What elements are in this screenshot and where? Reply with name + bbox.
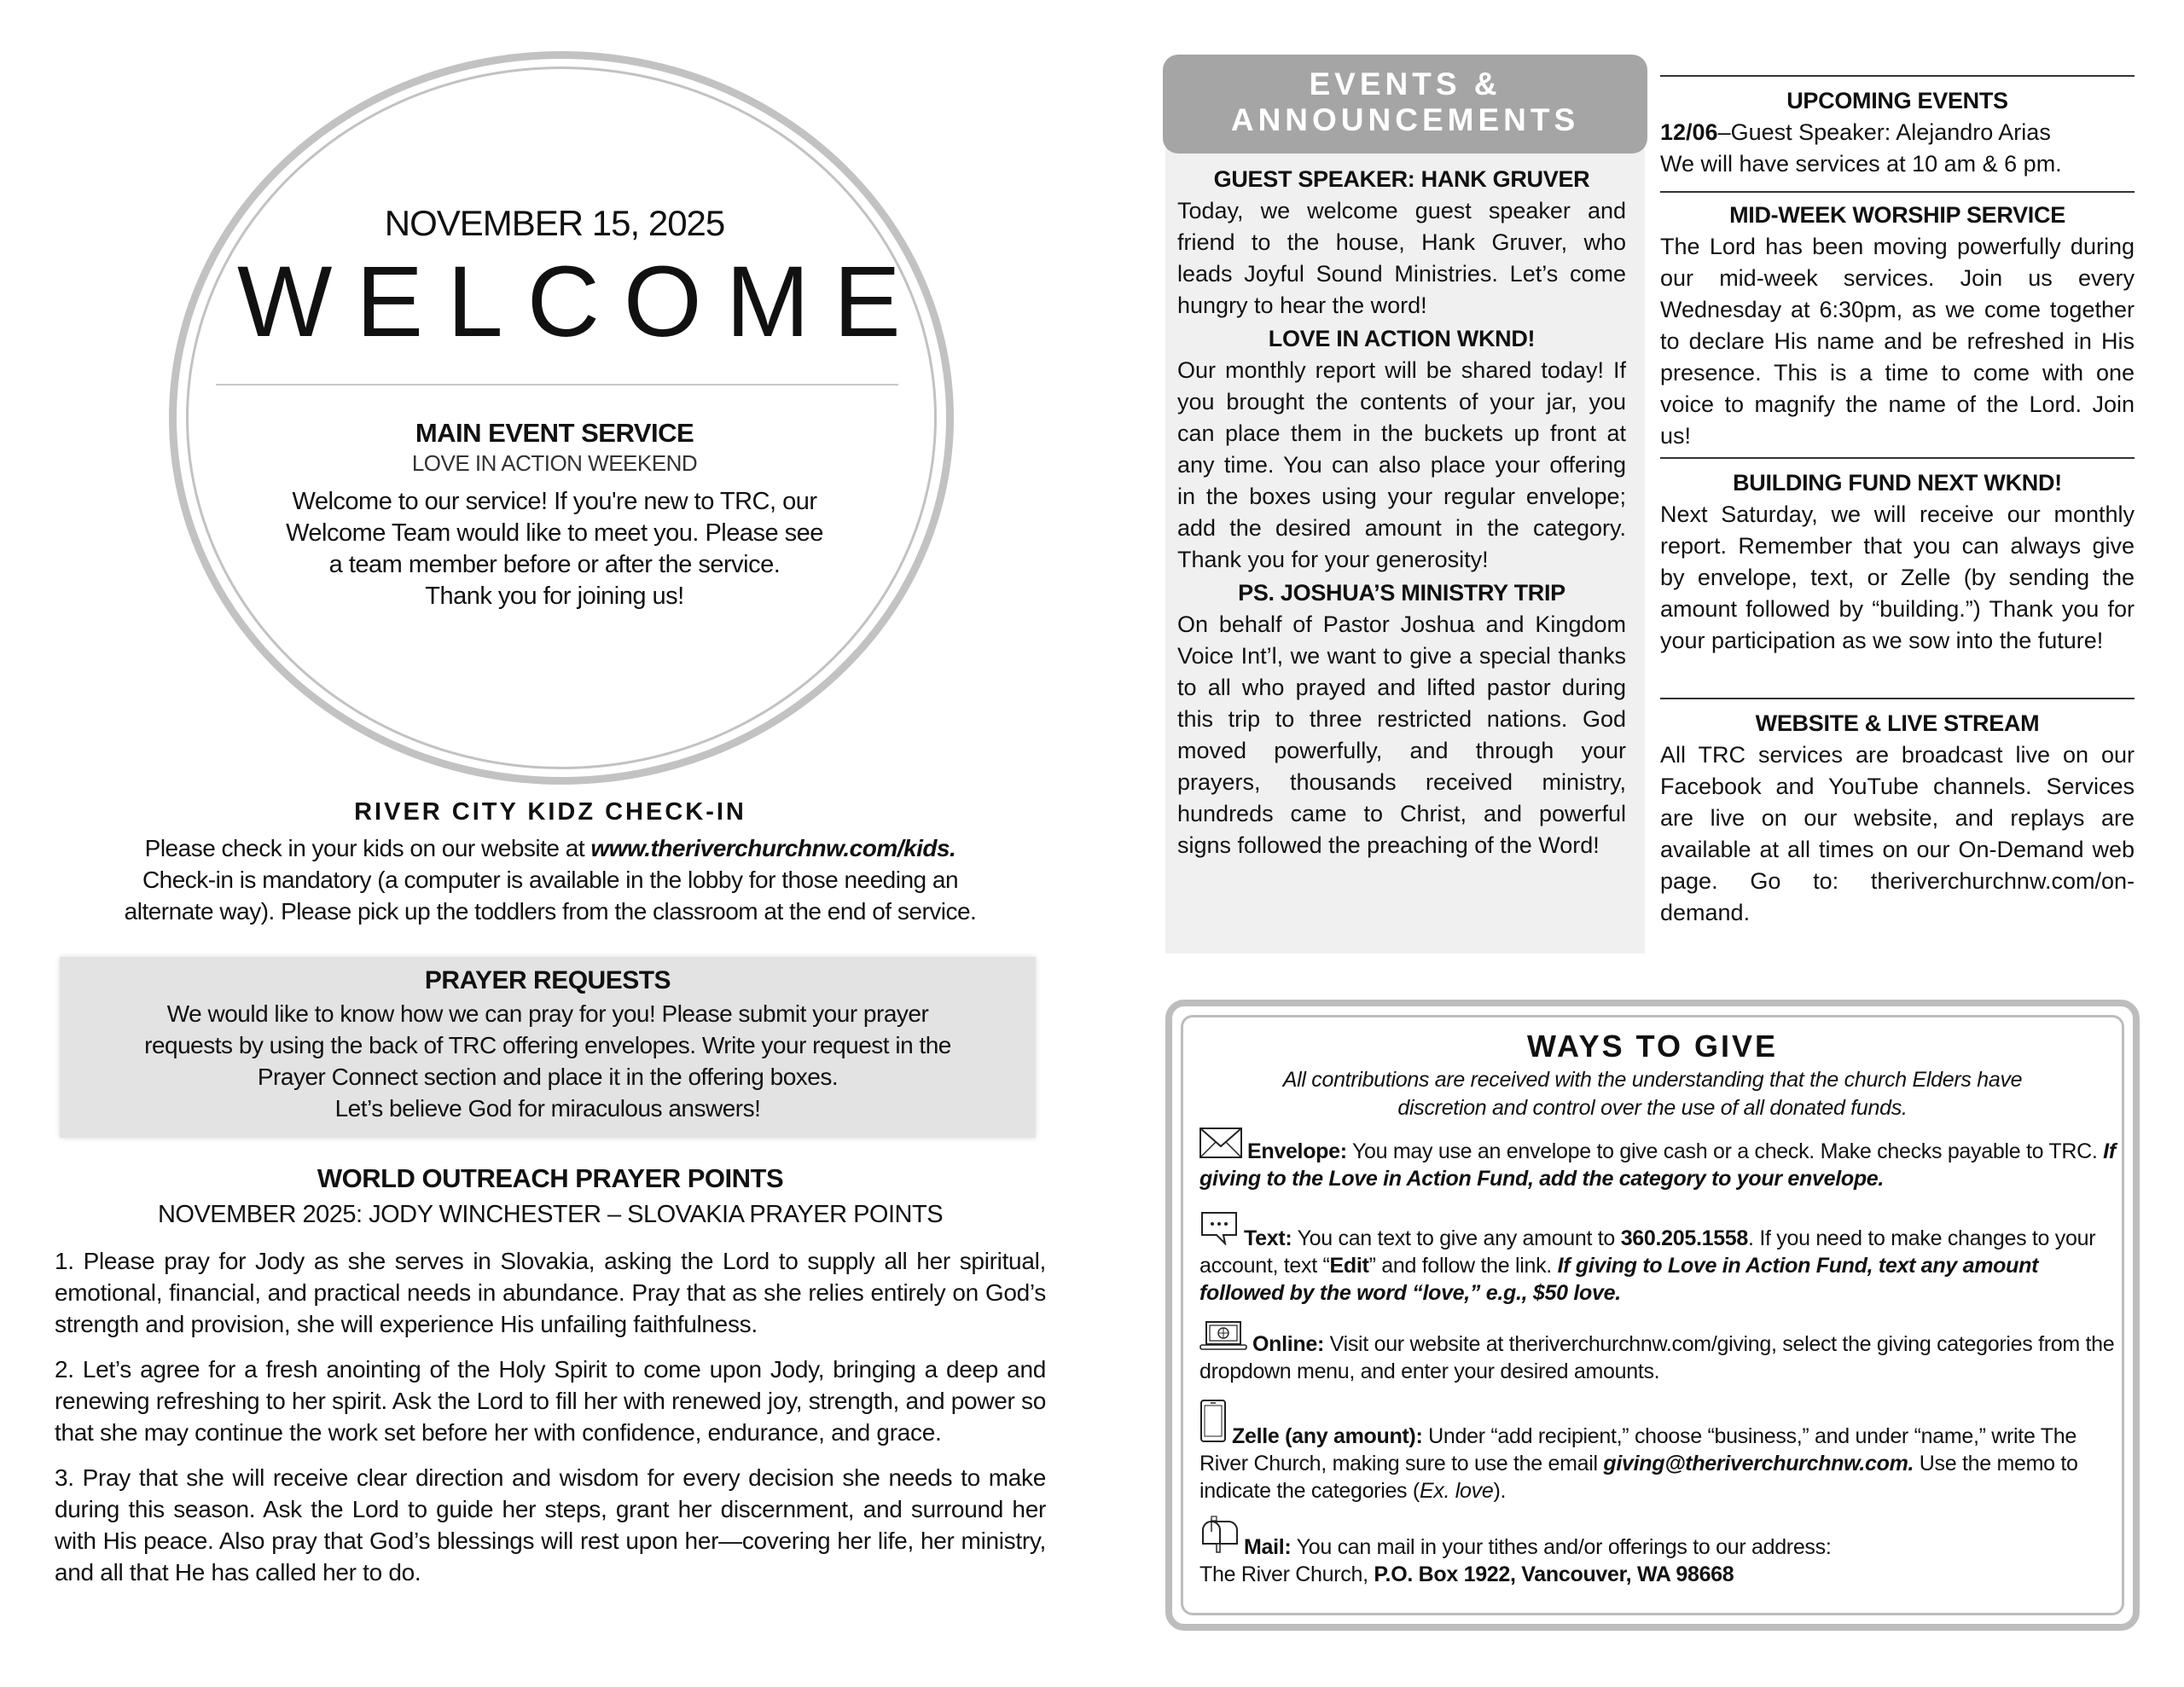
zelle-label: Zelle (any amount): (1232, 1424, 1423, 1448)
events-header (1163, 55, 1647, 154)
upcoming-event: –Guest Speaker: Alejandro Arias (1717, 119, 2051, 145)
prayer-requests-title: PRAYER REQUESTS (424, 966, 671, 994)
building-fund-body: Next Saturday, we will receive our monthly report. Remember that you can always give by envelope, text, or Zelle (by sending the amount followed by “building.”) Thank you for your participation as we sow into the future! (1660, 501, 2135, 653)
give-envelope (1199, 1128, 2121, 1192)
event-title: GUEST SPEAKER: HANK GRUVER (1213, 166, 1590, 192)
welcome-message (247, 486, 862, 612)
kidz-text: Check-in is mandatory (a computer is available in the lobby for those needing an (142, 867, 959, 893)
welcome-line: Welcome Team would like to meet you. Please see (286, 519, 823, 547)
events-header-line: ANNOUNCEMENTS (1230, 102, 1580, 137)
mail-text: You can mail in your tithes and/or offerings to our address: (1291, 1535, 1832, 1559)
world-outreach-subtitle: NOVEMBER 2025: JODY WINCHESTER – SLOVAKIA PRAYER POINTS (157, 1201, 944, 1228)
prayer-point: 3. Pray that she will receive clear direction and wisdom for every decision she needs to make during this season. Ask the Lord to guide her steps, grant her discernment, and surround her with His peace. Also pray that God’s blessings will rest upon her—covering her life, her ministry, and all that He has called her to do. (55, 1464, 1046, 1586)
text-phone-number: 360.205.1558 (1620, 1226, 1749, 1250)
mail-label: Mail: (1244, 1535, 1292, 1559)
give-zelle (1199, 1399, 2121, 1504)
building-fund (1660, 467, 2135, 657)
event-title: PS. JOSHUA’S MINISTRY TRIP (1238, 580, 1565, 606)
welcome-title: WELCOME (237, 246, 925, 358)
website-title: WEBSITE & LIVE STREAM (1755, 710, 2040, 736)
envelope-emphasis: If giving to the Love in Action Fund, add the category to your envelope. (1199, 1139, 2116, 1191)
disclaimer-line: discretion and control over the use of all donated funds. (1397, 1096, 1908, 1120)
zelle-text: ). (1493, 1479, 1507, 1503)
prayer-points-list (55, 1245, 1046, 1602)
upcoming-date: 12/06 (1660, 119, 1718, 145)
laptop-globe-icon (1199, 1320, 1247, 1358)
give-text (1199, 1211, 2121, 1307)
text-keyword: Edit (1329, 1254, 1369, 1278)
midweek-title: MID-WEEK WORSHIP SERVICE (1729, 202, 2065, 228)
event-body: On behalf of Pastor Joshua and Kingdom Voice Int’l, we want to give a special thanks to all who prayed and lifted pastor during this trip to three restricted nations. God moved powerfully, and through your prayers, thousands received ministry, hundreds came to Christ, and powerful signs followed the preaching of the Word! (1177, 612, 1626, 858)
zelle-email[interactable]: giving@theriverchurchnw.com. (1603, 1452, 1914, 1475)
divider (216, 384, 898, 386)
prayer-point: 2. Let’s agree for a fresh anointing of the Holy Spirit to come upon Jody, bringing a deep and renewing refreshing to her spirit. Ask the Lord to fill her with renewed joy, strength, and power so that she may continue the work set before her with confidence, endurance, and grace. (55, 1356, 1046, 1446)
service-date: NOVEMBER 15, 2025 (384, 203, 725, 243)
divider (1660, 75, 2135, 77)
midweek-body: The Lord has been moving powerfully during our mid-week services. Join us every Wednesday at 6:30pm, as we come together to declare His name and be refreshed in His presence. This is a time to come with one voice to magnify the name of the Lord. Join us! (1660, 234, 2135, 449)
event-body: Today, we welcome guest speaker and friend to the house, Hank Gruver, who leads Joyful Sound Ministries. Let’s come hungry to hear the word! (1177, 198, 1626, 318)
divider (1660, 457, 2135, 459)
kidz-text: Please check in your kids on our website at (144, 835, 591, 861)
website-livestream (1660, 708, 2135, 929)
envelope-text: You may use an envelope to give cash or a check. Make checks payable to TRC. (1346, 1139, 2104, 1163)
prayer-requests-body (85, 998, 1010, 1124)
disclaimer-line: All contributions are received with the understanding that the church Elders have (1282, 1068, 2023, 1092)
upcoming-events-title: UPCOMING EVENTS (1786, 88, 2008, 113)
upcoming-events (1660, 85, 2135, 180)
chat-bubble-icon (1199, 1211, 1239, 1252)
events-header-line: EVENTS & (1309, 67, 1502, 101)
welcome-line: Thank you for joining us! (425, 583, 684, 610)
phone-icon (1199, 1399, 1227, 1450)
service-title: MAIN EVENT SERVICE (415, 418, 694, 448)
prayer-line: requests by using the back of TRC offering envelopes. Write your request in the (144, 1032, 951, 1058)
divider (1660, 698, 2135, 699)
divider (1660, 191, 2135, 193)
mailbox-icon (1199, 1515, 1239, 1561)
service-subtitle: LOVE IN ACTION WEEKEND (411, 450, 698, 476)
text-emphasis: If giving to Love in Action Fund, text any amount followed by the word “love,” e.g., $50 love. (1199, 1254, 2039, 1305)
mail-address: P.O. Box 1922, Vancouver, WA 98668 (1374, 1562, 1734, 1586)
envelope-label: Envelope: (1247, 1139, 1347, 1163)
mail-recipient: The River Church, (1199, 1562, 1374, 1586)
event-title: LOVE IN ACTION WKND! (1268, 326, 1536, 351)
ways-to-give-title: WAYS TO GIVE (1526, 1029, 1779, 1064)
ways-to-give-disclaimer (1211, 1066, 2094, 1122)
text-text: ” and follow the link. (1368, 1254, 1558, 1278)
kids-link[interactable]: www.theriverchurchnw.com/kids. (590, 835, 956, 861)
welcome-line: Welcome to our service! If you're new to TRC, our (292, 488, 817, 515)
prayer-line: We would like to know how we can pray for you! Please submit your prayer (166, 1000, 929, 1027)
world-outreach-title: WORLD OUTREACH PRAYER POINTS (317, 1163, 784, 1193)
prayer-line: Prayer Connect section and place it in the offering boxes. (257, 1064, 839, 1090)
kidz-text: alternate way). Please pick up the toddlers from the classroom at the end of service. (124, 898, 977, 925)
text-label: Text: (1244, 1226, 1292, 1250)
online-label: Online: (1252, 1332, 1325, 1356)
prayer-line: Let’s believe God for miraculous answers! (334, 1095, 761, 1122)
envelope-icon (1199, 1128, 1242, 1165)
building-fund-title: BUILDING FUND NEXT WKND! (1733, 470, 2062, 496)
event-body: Our monthly report will be shared today! If you brought the contents of your jar, you can place them in the buckets up front at any time. You can also place your offering in the boxes using your regular envelope; add the desired amount in the category. Thank you for your generosity! (1177, 357, 1626, 572)
website-body: All TRC services are broadcast live on our Facebook and YouTube channels. Services are live on our website, and replays are available at all times on our On-Demand web page. Go to: theriverchurchnw.com/on-demand. (1660, 742, 2135, 925)
zelle-text: Use the memo to indicate the categories ( (1199, 1452, 2078, 1503)
upcoming-note: We will have services at 10 am & 6 pm. (1660, 151, 2062, 177)
text-text: . If you need to make changes to your account, text “ (1199, 1226, 2096, 1278)
midweek-service (1660, 200, 2135, 452)
zelle-example: Ex. love (1419, 1479, 1494, 1503)
kidz-checkin-title: RIVER CITY KIDZ CHECK-IN (354, 798, 746, 826)
events-list (1177, 164, 1626, 863)
welcome-line: a team member before or after the service. (328, 551, 781, 578)
zelle-text: Under “add recipient,” choose “business,” and under “name,” write The River Church, making sure to use the email (1199, 1424, 2077, 1475)
give-online (1199, 1320, 2121, 1385)
prayer-point: 1. Please pray for Jody as she serves in Slovakia, asking the Lord to supply all her spiritual, emotional, financial, and practical needs in abundance. Pray that as she relies entirely on God’s strength and provision, she will experience His unfailing faithfulness. (55, 1248, 1046, 1337)
kidz-checkin-body (60, 832, 1041, 927)
online-text: Visit our website at theriverchurchnw.com/giving, select the giving categories from the dropdown menu, and enter your desired amounts. (1199, 1332, 2115, 1383)
text-text: You can text to give any amount to (1292, 1226, 1621, 1250)
give-mail (1199, 1515, 2121, 1588)
